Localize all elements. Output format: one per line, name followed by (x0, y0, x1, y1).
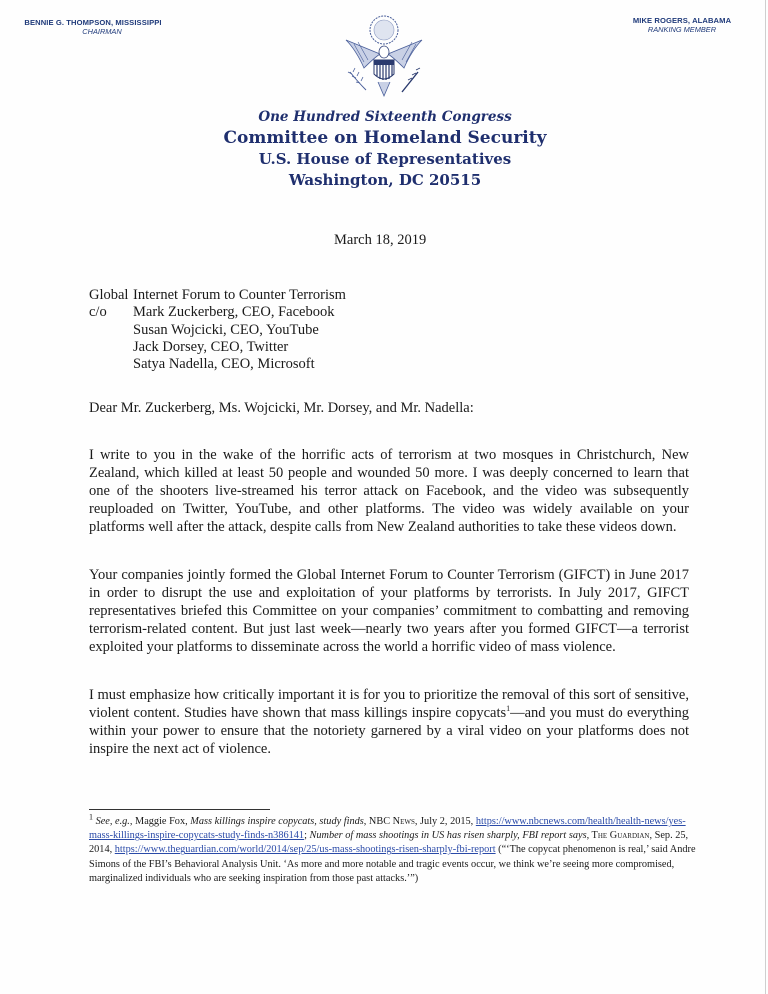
page-edge (765, 0, 766, 994)
footnote-number: 1 (89, 812, 93, 822)
publication-name: , NBC N (363, 816, 401, 827)
body-paragraph (89, 686, 689, 758)
organization-label: Global (89, 287, 129, 303)
paragraph-text: I must emphasize how critically important it is for you to prioritize the removal of this sort of sensitive, violent content. Studies have shown that mass killings inspire copycats (89, 687, 689, 722)
address-line (89, 322, 346, 339)
masthead-address: Washington, DC 20515 (288, 171, 482, 189)
addressee: Jack Dorsey, CEO, Twitter (133, 338, 289, 355)
footnote-quote: (“‘The copycat phenomenon is real,’ said Andre Simons of the FBI’s Behavioral Analysis Unit. ‘As more and more notable and tragic events occur, we think we’re seeing more compromised, marginalized individuals who are seeking inspiration from those past attacks.’”) (89, 844, 696, 884)
ranking-member-role: RANKING MEMBER (647, 25, 717, 34)
body-paragraph: Your companies jointly formed the Global Internet Forum to Counter Terrorism (GIFCT) in June 2017 in order to disrupt the use and exploitation of your platforms by terrorists. In July 2017, GIFCT representatives briefed this Committee on your companies’ commitment to combatting and removing terrorism-related content. But just last week—nearly two years after you formed GIFCT—a terrorist exploited your platforms to disseminate across the world a horrific video of mass violence. (89, 567, 689, 656)
footnote (89, 812, 709, 886)
salutation: Dear Mr. Zuckerberg, Ms. Wojcicki, Mr. Dorsey, and Mr. Nadella: (89, 400, 474, 416)
address-line (89, 356, 346, 373)
article-title: Number of mass shootings in US has risen sharply, FBI report says, (309, 830, 590, 842)
address-line (89, 304, 346, 321)
publication-name-smallcaps: uardian (617, 830, 650, 842)
addressee: Mark Zuckerberg, CEO, Facebook (133, 304, 335, 321)
great-seal-eagle-icon (336, 10, 432, 102)
footnote-divider (89, 809, 270, 810)
address-line (89, 339, 346, 356)
publication-date: , Sep. 25, 2014, (89, 830, 689, 856)
publication-name-smallcaps: he (597, 830, 610, 842)
body-paragraph: I write to you in the wake of the horrific acts of terrorism at two mosques in Christchurch, New Zealand, which killed at least 50 people and wounded 50 more. I was deeply concerned to learn that one of the shooters live-streamed his terror attack on Facebook, and the video was subsequently reuploaded on Twitter, YouTube, and other platforms. The video was widely available on your platforms well after the attack, despite calls from New Zealand authorities to take these videos down. (89, 447, 689, 536)
chairman-block (19, 18, 167, 36)
chairman-role: CHAIRMAN (82, 27, 122, 36)
organization-name: Internet Forum to Counter Terrorism (133, 287, 346, 303)
care-of-label: c/o (89, 304, 107, 321)
article-title: Mass killings inspire copycats, study finds (190, 816, 364, 827)
chairman-name: BENNIE G. THOMPSON, MISSISSIPPI (24, 18, 162, 27)
addressee: Satya Nadella, CEO, Microsoft (133, 356, 315, 373)
ranking-member-name: MIKE ROGERS, ALABAMA (632, 16, 732, 25)
masthead-committee: Committee on Homeland Security (223, 128, 547, 148)
publication-date: , July 2, 2015, (414, 816, 474, 827)
masthead-congress: One Hundred Sixteenth Congress (258, 109, 512, 125)
footnote-reference[interactable]: 1 (506, 704, 511, 714)
masthead-house: U.S. House of Representatives (258, 150, 512, 168)
ranking-member-block (628, 16, 736, 34)
signal-phrase: See, e.g., (95, 816, 133, 827)
addressee: Susan Wojcicki, CEO, YouTube (133, 321, 319, 338)
publication-name: G (609, 830, 618, 842)
publication-name: T (589, 830, 598, 842)
source-link[interactable]: https://www.theguardian.com/world/2014/sep/25/us-mass-shootings-risen-sharply-fbi-report (114, 844, 496, 856)
recipient-address (89, 287, 346, 373)
source-link[interactable]: https://www.nbcnews.com/health/health-news/yes-mass-killings-inspire-copycats-study-finds-n386141 (89, 816, 686, 842)
publication-name-smallcaps: ews (400, 816, 415, 827)
committee-masthead (200, 108, 570, 191)
address-organization (89, 287, 346, 304)
paragraph-text: —and you must do everything within your power to ensure that the notoriety garnered by a viral video on your platforms does not inspire the next act of violence. (89, 705, 689, 758)
footnote-author: Maggie Fox, (132, 816, 191, 827)
letter-date: March 18, 2019 (334, 232, 427, 248)
separator: ; (304, 830, 310, 842)
